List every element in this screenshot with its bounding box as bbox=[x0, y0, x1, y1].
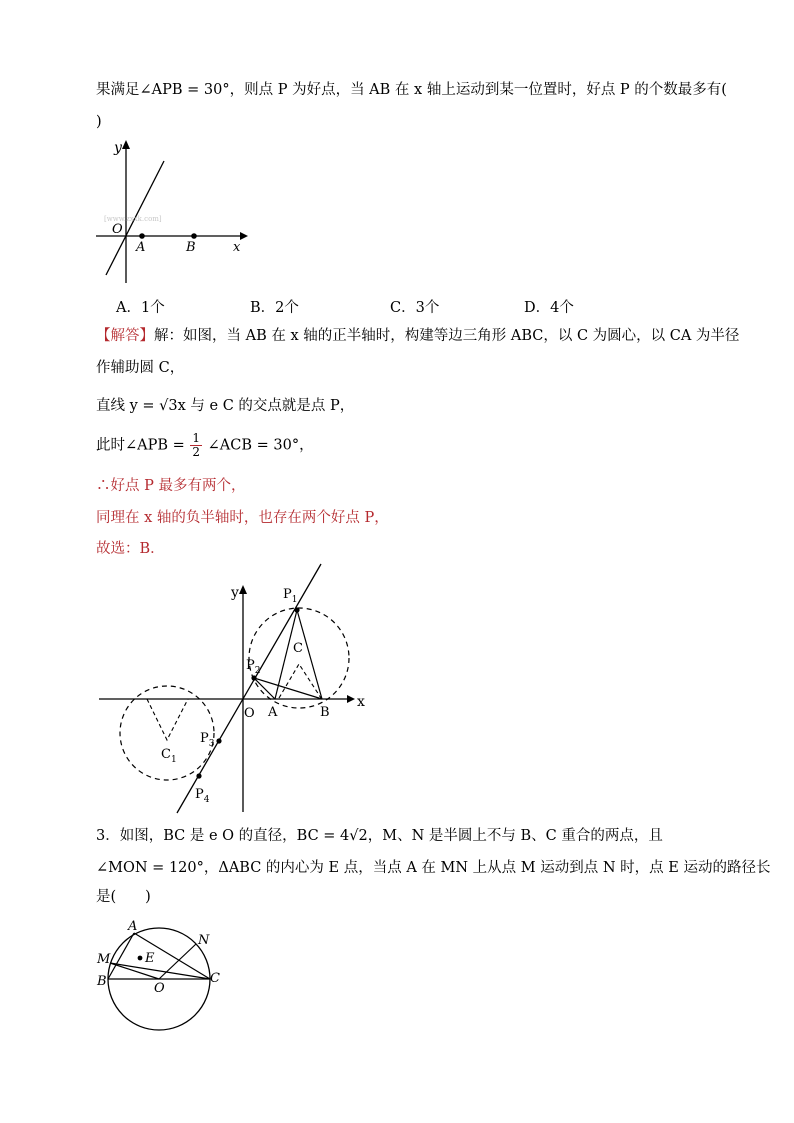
x-axis-arrow bbox=[347, 695, 355, 703]
q3-line-1: 3．如图，BC 是 e O 的直径，BC = 4√2，M、N 是半圆上不与 B、C 重合的两点，且 bbox=[96, 828, 663, 844]
solution-line-6: 同理在 x 轴的负半轴时，也存在两个好点 P， bbox=[96, 510, 389, 526]
label-y: y bbox=[114, 140, 122, 156]
label-p2: $P_2$ bbox=[246, 658, 261, 676]
x-axis-arrow bbox=[240, 232, 248, 240]
solution-line-7: 故选：B． bbox=[96, 541, 165, 557]
label-b: B bbox=[97, 974, 107, 989]
solution-line-4-post: ∠ACB = 30°， bbox=[207, 437, 314, 454]
dashed-triangle-c1 bbox=[147, 699, 188, 740]
label-a: A bbox=[268, 705, 278, 720]
label-c1: $C_1$ bbox=[161, 747, 177, 765]
point-p3 bbox=[216, 738, 221, 743]
label-c: C bbox=[210, 971, 220, 986]
label-o: O bbox=[154, 981, 165, 996]
point-p1 bbox=[294, 607, 299, 612]
option-a[interactable]: A．1个 bbox=[116, 300, 165, 316]
point-p2 bbox=[251, 675, 256, 680]
fraction-one-half bbox=[190, 432, 202, 459]
solution-line-4 bbox=[96, 432, 314, 459]
segment-ab bbox=[108, 933, 134, 979]
label-c: C bbox=[293, 641, 303, 656]
solution-line-2: 作辅助圆 C， bbox=[96, 360, 185, 376]
solution-text-1: 解：如图，当 AB 在 x 轴的正半轴时，构建等边三角形 ABC，以 C 为圆心，以 CA 为半径 bbox=[154, 328, 740, 344]
figure-3-circle-triangle bbox=[92, 916, 232, 1036]
figure-1-coordinate-axes bbox=[90, 135, 260, 285]
label-b: B bbox=[186, 240, 196, 255]
dashed-triangle-c bbox=[279, 664, 321, 698]
point-p4 bbox=[196, 773, 201, 778]
y-axis-arrow bbox=[239, 585, 247, 594]
label-n: N bbox=[198, 933, 210, 948]
label-p3: $P_3$ bbox=[200, 731, 215, 749]
label-a: A bbox=[136, 240, 146, 255]
q2-line-1: 果满足∠APB = 30°，则点 P 为好点，当 AB 在 x 轴上运动到某一位置时，好点 P 的个数最多有( bbox=[96, 82, 727, 98]
option-d[interactable]: D．4个 bbox=[524, 300, 574, 316]
circle-c bbox=[249, 608, 349, 708]
q3-line-2: ∠MON = 120°，ΔABC 的内心为 E 点，当点 A 在 MN 上从点 M 运动到点 N 时，点 E 运动的路径长 bbox=[96, 860, 771, 876]
label-p1: $P_1$ bbox=[283, 587, 298, 605]
label-p4: $P_4$ bbox=[195, 787, 210, 805]
solution-line-3: 直线 y = √3x 与 e C 的交点就是点 P， bbox=[96, 398, 355, 414]
segment-m-c bbox=[110, 963, 210, 979]
point-b bbox=[191, 233, 197, 239]
label-o: O bbox=[112, 222, 123, 237]
solution-line-5: ∴好点 P 最多有两个， bbox=[96, 478, 246, 494]
label-m: M bbox=[97, 952, 111, 967]
point-a bbox=[139, 233, 145, 239]
fraction-numerator: 1 bbox=[192, 431, 201, 445]
q3-line-3: 是( ) bbox=[96, 889, 151, 905]
option-c[interactable]: C．3个 bbox=[390, 300, 440, 316]
solution-tag: 【解答】 bbox=[96, 328, 154, 344]
solution-line-1 bbox=[96, 326, 739, 346]
option-b[interactable]: B．2个 bbox=[250, 300, 299, 316]
solution-line-4-pre: 此时∠APB = bbox=[96, 437, 185, 454]
label-y: y bbox=[231, 585, 239, 601]
q2-line-2: ) bbox=[96, 114, 102, 130]
watermark: [www.zxxk.com] bbox=[104, 215, 162, 223]
y-axis-arrow bbox=[122, 140, 130, 149]
label-a: A bbox=[128, 919, 138, 934]
figure-2-auxiliary-circles bbox=[95, 560, 385, 820]
label-b: B bbox=[320, 705, 330, 720]
fraction-denominator: 2 bbox=[192, 445, 201, 459]
label-o: O bbox=[244, 706, 255, 721]
point-e bbox=[138, 956, 143, 961]
label-e: E bbox=[145, 951, 155, 966]
label-x: x bbox=[357, 694, 365, 710]
label-x: x bbox=[233, 240, 241, 255]
